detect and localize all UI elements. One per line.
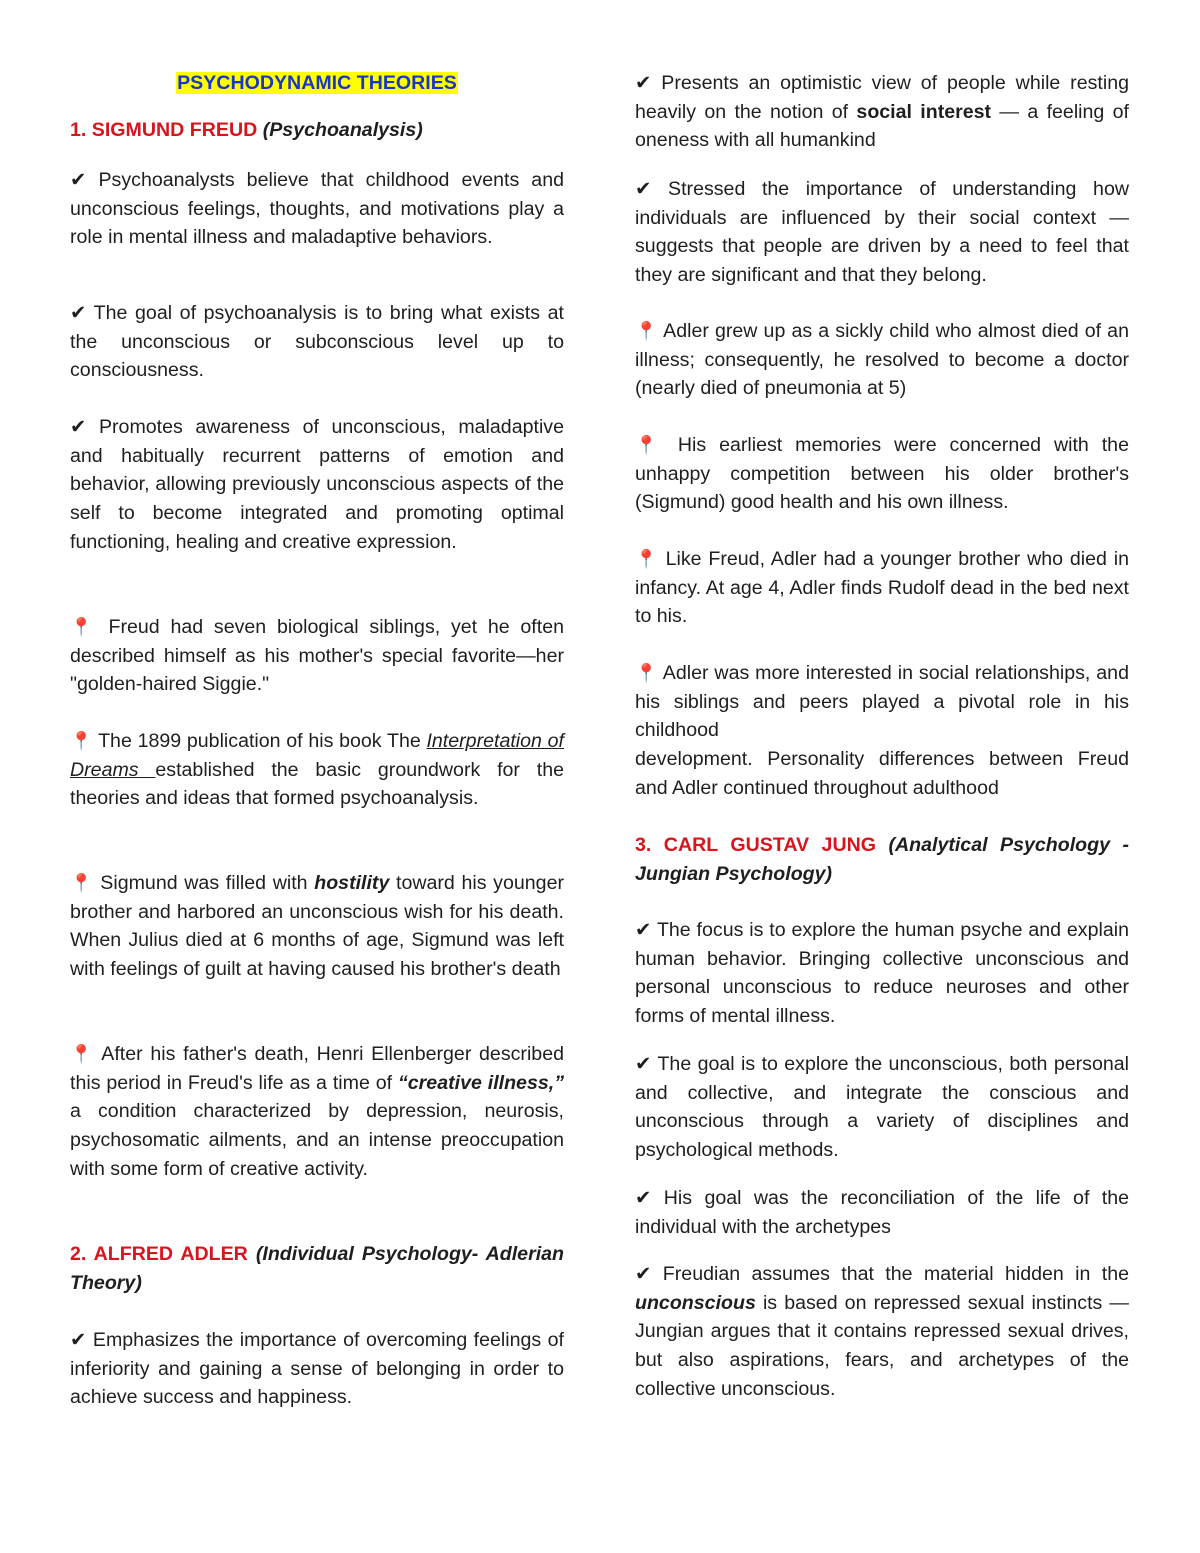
jung-point-3-text: His goal was the reconciliation of the life of the individual with the archetypes (635, 1187, 1129, 1238)
check-icon: ✔ (635, 1187, 652, 1209)
adler-point-2-text-b: — a feeling of oneness with all humankind (635, 100, 1129, 152)
pin-icon: 📍 (635, 435, 665, 455)
freud-point-5-text-a: The 1899 publication of his book The (98, 730, 427, 752)
adler-point-2 (635, 69, 1129, 155)
unconscious-term: unconscious (635, 1291, 756, 1314)
adler-point-4 (635, 317, 1129, 403)
freud-point-6 (70, 869, 564, 984)
creative-illness-term: “creative illness,” (397, 1071, 564, 1094)
adler-point-2-text-a: Presents an optimistic view of people while resting heavily on the notion of (635, 72, 1129, 123)
adler-point-7 (635, 659, 1129, 803)
freud-point-3-text: Promotes awareness of unconscious, maladaptive and habitually recurrent patterns of emotion and behavior, allowing previously unconscious aspects of the self to become integrated and promoting optimal functioning, healing and creative expression. (70, 416, 564, 553)
adler-point-5-text: His earliest memories were concerned with the unhappy competition between his older brother's (Sigmund) good health and his own illness. (635, 434, 1129, 514)
adler-heading-name: 2. ALFRED ADLER (70, 1243, 248, 1265)
jung-point-3 (635, 1184, 1129, 1241)
freud-point-2-text: The goal of psychoanalysis is to bring what exists at the unconscious or subconscious level up to consciousness. (70, 302, 564, 382)
pin-icon: 📍 (635, 549, 659, 569)
jung-point-1-text: The focus is to explore the human psyche and explain human behavior. Bringing collective unconscious and personal unconscious to reduce neuroses and other forms of mental illness. (635, 919, 1130, 1028)
jung-point-4 (635, 1260, 1129, 1404)
freud-point-7-text-b: a condition characterized by depression, neurosis, psychosomatic ailments, and an intense preoccupation with some form of creative activity. (70, 1100, 564, 1180)
freud-point-1-text: Psychoanalysts believe that childhood events and unconscious feelings, thoughts, and motivations play a role in mental illness and maladaptive behaviors. (70, 169, 564, 249)
freud-point-7-text-a: After his father's death, Henri Ellenberger described this period in Freud's life as a time of (70, 1043, 564, 1094)
freud-point-6-text-a: Sigmund was filled with (100, 872, 315, 894)
check-icon: ✔ (70, 416, 87, 438)
adler-point-1 (70, 1326, 564, 1412)
adler-heading-subtitle: (Individual Psychology- Adlerian Theory) (70, 1243, 565, 1294)
social-interest-term: social interest (856, 100, 992, 123)
book-title: Interpretation of Dreams (70, 730, 564, 781)
adler-point-7-text-b: development. Personality differences between Freud and Adler continued throughout adulthood (635, 748, 1129, 799)
freud-point-1 (70, 166, 564, 252)
check-icon: ✔ (70, 1329, 87, 1351)
adler-point-4-text: Adler grew up as a sickly child who almost died of an illness; consequently, he resolved to become a doctor (nearly died of pneumonia at 5) (635, 320, 1129, 400)
page-title: PSYCHODYNAMIC THEORIES (177, 72, 457, 94)
jung-point-4-text-b: is based on repressed sexual instincts — Jungian argues that it contains repressed sexual drives, but also aspirations, fears, and archetypes of the collective unconscious. (635, 1291, 1129, 1400)
freud-heading (70, 116, 564, 145)
adler-point-3-text: Stressed the importance of understanding how individuals are influenced by their social context — suggests that people are driven by a need to feel that they are significant and that they belong. (635, 178, 1129, 287)
jung-heading (635, 831, 1129, 888)
freud-point-4 (70, 613, 564, 699)
adler-point-3 (635, 175, 1129, 290)
jung-heading-subtitle: (Analytical Psychology - Jungian Psychology) (635, 834, 1129, 885)
freud-point-2 (70, 299, 564, 385)
adler-point-5 (635, 431, 1129, 517)
pin-icon: 📍 (70, 617, 98, 637)
freud-point-7 (70, 1040, 564, 1184)
pin-icon: 📍 (70, 1044, 95, 1064)
freud-point-4-text: Freud had seven biological siblings, yet he often described himself as his mother's special favorite—her "golden-haired Siggie." (70, 616, 564, 696)
freud-point-6-text-b: toward his younger brother and harbored an unconscious wish for his death. When Julius died at 6 months of age, Sigmund was left with feelings of guilt at having caused his brother's death (70, 872, 564, 981)
check-icon: ✔ (635, 178, 652, 200)
pin-icon: 📍 (70, 731, 93, 751)
hostility-term: hostility (314, 872, 390, 894)
check-icon: ✔ (70, 169, 87, 191)
jung-point-2-text: The goal is to explore the unconscious, both personal and collective, and integrate the conscious and unconscious through a variety of disciplines and psychological methods. (635, 1053, 1129, 1162)
jung-point-1 (635, 916, 1129, 1031)
pin-icon: 📍 (635, 321, 659, 341)
check-icon: ✔ (635, 72, 652, 94)
title-wrap (70, 69, 564, 98)
check-icon: ✔ (70, 302, 87, 324)
check-icon: ✔ (635, 1263, 652, 1285)
freud-point-5 (70, 727, 564, 813)
adler-point-6 (635, 545, 1129, 631)
jung-point-2 (635, 1050, 1129, 1165)
freud-heading-subtitle: (Psychoanalysis) (262, 119, 423, 141)
freud-heading-name: 1. SIGMUND FREUD (70, 119, 258, 141)
freud-point-5-text-b: established the basic groundwork for the theories and ideas that formed psychoanalysis. (70, 758, 564, 810)
jung-heading-name: 3. CARL GUSTAV JUNG (635, 834, 876, 856)
adler-point-7-text-a: Adler was more interested in social relationships, and his siblings and peers played a pivotal role in his childhood (635, 662, 1129, 742)
adler-heading (70, 1240, 564, 1297)
adler-point-6-text: Like Freud, Adler had a younger brother who died in infancy. At age 4, Adler finds Rudolf dead in the bed next to his. (635, 548, 1129, 628)
freud-point-3 (70, 413, 564, 557)
check-icon: ✔ (635, 919, 652, 941)
adler-point-1-text: Emphasizes the importance of overcoming feelings of inferiority and gaining a sense of belonging in order to achieve success and happiness. (70, 1329, 565, 1409)
pin-icon: 📍 (635, 663, 658, 683)
jung-point-4-text-a: Freudian assumes that the material hidden in the (662, 1263, 1129, 1285)
pin-icon: 📍 (70, 873, 94, 893)
check-icon: ✔ (635, 1053, 652, 1075)
